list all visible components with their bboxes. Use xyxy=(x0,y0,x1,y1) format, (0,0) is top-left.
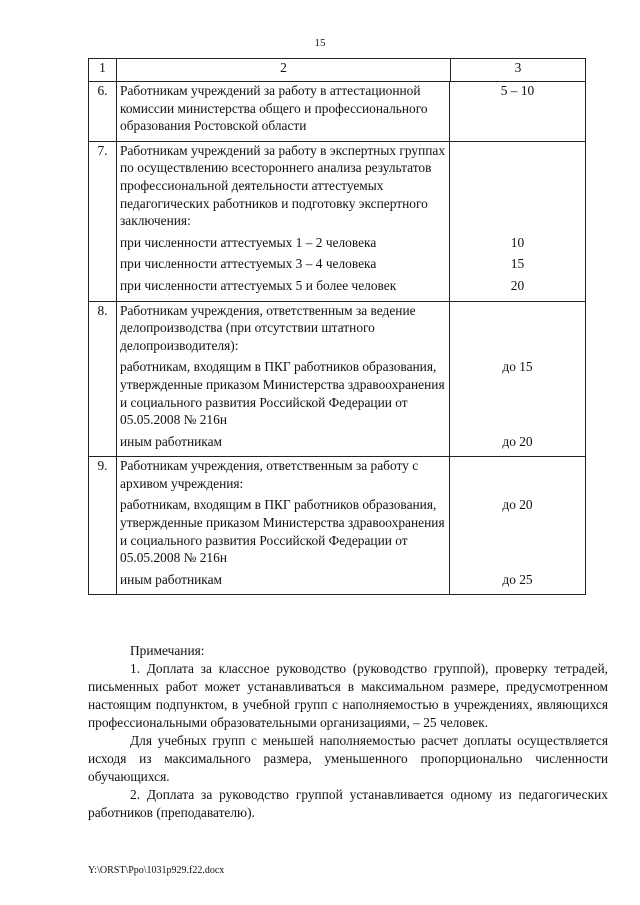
row-description: Работникам учреждений за работу в аттестационной комиссии министерства общего и профессионального образования Ростовской области xyxy=(120,83,428,134)
row-value: 10 xyxy=(510,234,525,250)
row-line xyxy=(117,571,585,589)
row-value: 5 – 10 xyxy=(500,83,535,98)
row-line xyxy=(117,496,585,566)
row-description: при численности аттестуемых 3 – 4 человека xyxy=(120,256,377,272)
row-number: 8. xyxy=(89,301,117,457)
row-value: до 20 xyxy=(502,433,533,449)
row-description: Работникам учреждения, ответственным за работу с архивом учреждения: xyxy=(120,458,419,491)
row-body xyxy=(117,141,586,301)
table-row xyxy=(89,301,586,457)
row-number: 9. xyxy=(89,457,117,595)
row-line xyxy=(117,234,585,252)
row-description: иным работникам xyxy=(120,571,223,587)
row-value: до 20 xyxy=(502,497,533,513)
row-description: Работникам учреждений за работу в экспертных группах по осуществлению всестороннего анализа результатов профессиональной деятельности аттестуемых педагогических работников и подготовку экспертного заключения: xyxy=(120,142,446,229)
notes-section xyxy=(88,642,608,822)
row-line xyxy=(117,142,585,230)
header-cell: 1 xyxy=(89,59,117,82)
row-description: работникам, входящим в ПКГ работников образования, утвержденные приказом Министерства здравоохранения и социального развития Российской Федерации от 05.05.2008 № 216н xyxy=(120,359,445,428)
row-body xyxy=(117,82,586,142)
file-path-footer: Y:\ORST\Ppo\1031p929.f22.docx xyxy=(88,865,225,876)
row-line xyxy=(117,302,585,355)
note-paragraph: 1. Доплата за классное руководство (руководство группой), проверку тетрадей, письменных работ может устанавливаться в максимальном размере, предусмотренном настоящим подпунктом, в учебной групп с наполняемостью в учреждениях, являющихся профессиональными образовательными организациями, – 25 человек. xyxy=(88,661,608,730)
row-value: 20 xyxy=(510,277,525,293)
row-value xyxy=(450,457,585,492)
row-description: Работникам учреждения, ответственным за ведение делопроизводства (при отсутствии штатного делопроизводителя): xyxy=(120,302,416,353)
header-cell: 3 xyxy=(451,59,586,82)
row-line xyxy=(117,358,585,428)
row-description: работникам, входящим в ПКГ работников образования, утвержденные приказом Министерства здравоохранения и социального развития Российской Федерации от 05.05.2008 № 216н xyxy=(120,497,445,566)
row-line xyxy=(117,277,585,295)
table-row xyxy=(89,82,586,142)
row-description: при численности аттестуемых 1 – 2 человека xyxy=(120,234,377,250)
page-number: 15 xyxy=(314,37,326,49)
row-value: 15 xyxy=(510,256,525,272)
row-description: при численности аттестуемых 5 и более человек xyxy=(120,277,397,293)
row-body xyxy=(117,301,586,457)
notes-heading: Примечания: xyxy=(130,643,205,658)
payments-table xyxy=(88,58,586,595)
row-line xyxy=(117,82,585,135)
row-line xyxy=(117,255,585,273)
note-paragraph: Для учебных групп с меньшей наполняемостью расчет доплаты осуществляется исходя из максимального размера, уменьшенного пропорционально численности обучающихся. xyxy=(88,733,608,784)
row-line xyxy=(117,457,585,492)
row-number: 7. xyxy=(89,141,117,301)
row-value xyxy=(450,142,585,230)
row-line xyxy=(117,433,585,451)
table-header-row xyxy=(89,59,586,82)
row-value xyxy=(450,302,585,355)
row-body xyxy=(117,457,586,595)
header-cell: 2 xyxy=(117,59,451,82)
row-description: иным работникам xyxy=(120,433,223,449)
table-row xyxy=(89,457,586,595)
row-number: 6. xyxy=(89,82,117,142)
table-row xyxy=(89,141,586,301)
note-paragraph: 2. Доплата за руководство группой устанавливается одному из педагогических работников (преподавателю). xyxy=(88,787,608,820)
row-value: до 25 xyxy=(502,571,533,587)
row-value: до 15 xyxy=(502,359,533,375)
